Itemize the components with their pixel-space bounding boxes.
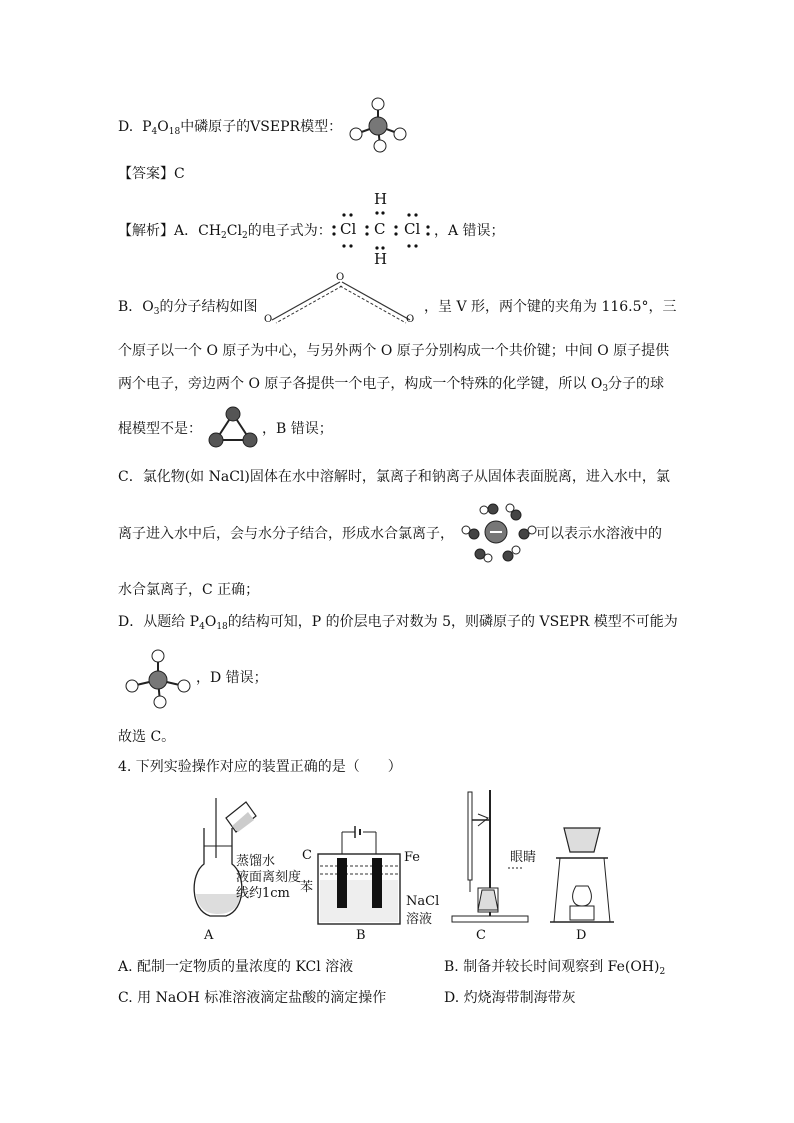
label-eye: 眼睛 — [510, 850, 537, 865]
analysis-c-line2-end: 可以表示水溶液中的 — [536, 526, 662, 542]
analysis-b-line1: B．$O_3$的分子结构如图 — [118, 299, 258, 317]
electron-dots — [330, 190, 430, 270]
option-a[interactable]: A. 配制一定物质的量浓度的 KCl 溶液 — [118, 959, 354, 975]
analysis-d-result: ，D 错误； — [196, 670, 268, 686]
ozone-atom-right: O — [406, 314, 415, 325]
ed-cl-right: Cl — [404, 220, 421, 238]
question-4-stem: 4. 下列实验操作对应的装置正确的是（ ） — [118, 759, 402, 775]
analysis-b-line1-end: ，呈 V 形，两个键的夹角为 116.5°，三 — [424, 299, 677, 315]
ed-c-center: C — [374, 220, 386, 238]
triangle-ball-stick-model — [204, 404, 262, 450]
label-liquid-level: 液面离刻度 — [236, 870, 302, 885]
apparatus-b-electrolysis-cell — [314, 824, 404, 928]
analysis-b-line4: 棍模型不是： — [118, 421, 202, 437]
analysis-a-result: ，A 错误； — [434, 223, 505, 239]
hydrated-chloride-ion-model — [458, 500, 538, 564]
analysis-c-line1: C．氯化物(如 NaCl)固体在水中溶解时，氯离子和钠离子从固体表面脱离，进入水中，氯 — [118, 469, 670, 485]
label-nacl: NaCl — [406, 894, 440, 909]
ed-h-bottom: H — [374, 250, 388, 268]
ozone-atom-left: O — [264, 314, 273, 325]
ed-cl-left: Cl — [340, 220, 357, 238]
label-carbon-electrode: C — [302, 848, 312, 863]
option-d-line: D. $P_4O_{18}$中磷原子的VSEPR模型： — [118, 119, 343, 137]
analysis-b-line2: 个原子以一个 O 原子为中心，与另外两个 O 原子分别构成一个共价键；中间 O 原子提供 — [118, 343, 670, 359]
ed-h-top: H — [374, 190, 388, 208]
caption-d: D — [576, 928, 587, 943]
ozone-atom-top: O — [336, 272, 345, 283]
vsepr-tetrahedral-model — [348, 96, 408, 156]
caption-b: B — [356, 928, 366, 943]
label-about-1cm: 线约1cm — [236, 886, 290, 901]
label-benzene: 苯 — [300, 880, 314, 895]
analysis-b-line4-end: ，B 错误； — [262, 421, 333, 437]
label-iron-electrode: Fe — [404, 850, 421, 865]
answer-line: 【答案】C — [118, 166, 185, 182]
caption-a: A — [204, 928, 214, 943]
analysis-d-line1: D．从题给 $P_4O_{18}$的结构可知，P 的价层电子对数为 5，则磷原子的 VSEPR 模型不可能为 — [118, 614, 678, 632]
vsepr-wrong-model — [122, 646, 194, 710]
electron-dot-formula — [330, 190, 430, 270]
analysis-a-line: 【解析】A．$CH_2Cl_2$的电子式为： — [118, 223, 332, 241]
label-solution: 溶液 — [406, 912, 433, 927]
label-distilled-water: 蒸馏水 — [236, 854, 276, 869]
option-d[interactable]: D. 灼烧海带制海带灰 — [444, 990, 576, 1006]
analysis-b-line3: 两个电子，旁边两个 O 原子各提供一个电子，构成一个特殊的化学键，所以 $O_3$分子的球 — [118, 376, 665, 394]
analysis-conclusion: 故选 C。 — [118, 729, 176, 745]
option-c[interactable]: C. 用 NaOH 标准溶液滴定盐酸的滴定操作 — [118, 990, 387, 1006]
option-b[interactable]: B. 制备并较长时间观察到 $Fe(OH)_2$ — [444, 959, 666, 977]
analysis-c-line2: 离子进入水中后，会与水分子结合，形成水合氯离子， — [118, 526, 454, 542]
caption-c: C — [476, 928, 486, 943]
apparatus-d-crucible-burner — [548, 826, 616, 926]
analysis-c-line3: 水合氯离子，C 正确； — [118, 582, 260, 598]
